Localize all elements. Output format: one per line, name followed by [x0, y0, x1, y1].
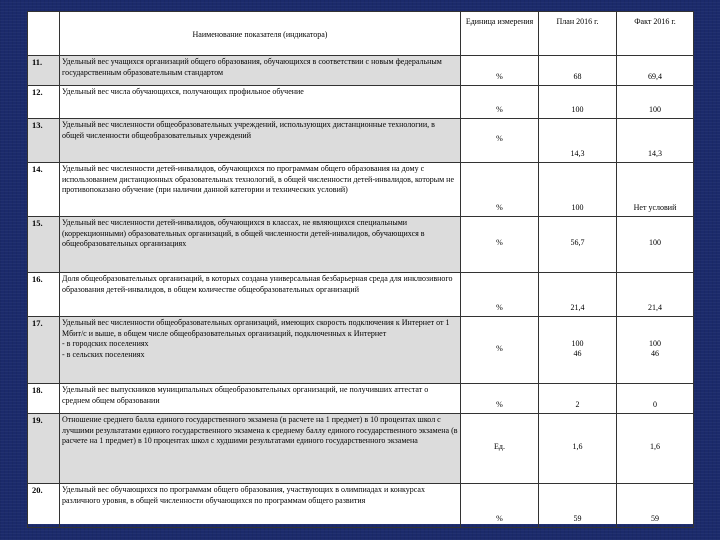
row-plan: 14,3: [539, 119, 617, 163]
row-number: 18.: [28, 384, 60, 414]
row-plan: 100: [539, 163, 617, 217]
table-row: [28, 384, 694, 414]
row-number: 12.: [28, 86, 60, 119]
row-unit: Ед.: [461, 414, 539, 484]
row-text: Доля общеобразовательных организаций, в которых создана универсальная безбарьерная среда для инклюзивного образования детей-инвалидов, в общем количестве общеобразовательных организаций: [60, 273, 461, 317]
row-number: 16.: [28, 273, 60, 317]
row-text: Удельный вес численности общеобразовательных учреждений, использующих дистанционные технологии, в общей численности общеобразовательных учреждений: [60, 119, 461, 163]
row-unit: %: [461, 163, 539, 217]
row-unit: %: [461, 384, 539, 414]
table-row: [28, 317, 694, 384]
table-row: [28, 273, 694, 317]
row-fact: 100: [617, 86, 694, 119]
row-number: 13.: [28, 119, 60, 163]
row-plan: 100 46: [539, 317, 617, 384]
row-text: Удельный вес численности общеобразовательных организаций, имеющих скорость подключения к Интернет от 1 Мбит/с и выше, в общем числе общеобразовательных организаций, подключенных к Интернет - в городских поселениях - в сельских поселениях: [60, 317, 461, 384]
header-plan: План 2016 г.: [539, 12, 617, 56]
row-number: 19.: [28, 414, 60, 484]
header-unit: Единица измерения: [461, 12, 539, 56]
row-unit: %: [461, 484, 539, 528]
row-plan: 100: [539, 86, 617, 119]
row-text: Удельный вес численности детей-инвалидов, обучающихся в классах, не являющихся специальными (коррекционными) образовательных организаций, в общей численности детей-инвалидов, обучающихся в общеобразовательных организациях: [60, 217, 461, 273]
row-fact: 14,3: [617, 119, 694, 163]
row-fact: 100 46: [617, 317, 694, 384]
table-row: [28, 163, 694, 217]
row-text: Удельный вес обучающихся по программам общего образования, участвующих в олимпиадах и конкурсах различного уровня, в общей численности обучающихся по программам общего развития: [60, 484, 461, 528]
row-fact: 1,6: [617, 414, 694, 484]
table-row: [28, 484, 694, 528]
row-fact: 69,4: [617, 56, 694, 86]
row-unit: %: [461, 317, 539, 384]
header-num: [28, 12, 60, 56]
table-row: [28, 119, 694, 163]
row-fact: 21,4: [617, 273, 694, 317]
row-number: 11.: [28, 56, 60, 86]
header-row: [28, 12, 694, 56]
header-name: Наименование показателя (индикатора): [60, 12, 461, 56]
row-text: Отношение среднего балла единого государственного экзамена (в расчете на 1 предмет) в 10 процентах школ с лучшими результатами единого государственного экзамена к среднему баллу единого государственного экзамена (в расчете на 1 предмет) в 10 процентах школ с худшими результатами единого государственного экзамена: [60, 414, 461, 484]
row-fact: 100: [617, 217, 694, 273]
row-text: Удельный вес численности детей-инвалидов, обучающихся по программам общего образования на дому с использованием дистанционных образовательных технологий, в общей численности детей-инвалидов, которым не противопоказано обучение (при наличии данной категории и технических условий): [60, 163, 461, 217]
row-number: 17.: [28, 317, 60, 384]
row-text: Удельный вес выпускников муниципальных общеобразовательных организаций, не получивших аттестат о среднем общем образовании: [60, 384, 461, 414]
row-number: 20.: [28, 484, 60, 528]
row-unit: %: [461, 86, 539, 119]
row-unit: %: [461, 273, 539, 317]
row-unit: %: [461, 217, 539, 273]
row-fact: 59: [617, 484, 694, 528]
table-frame: [27, 11, 693, 524]
table-row: [28, 86, 694, 119]
header-fact: Факт 2016 г.: [617, 12, 694, 56]
row-plan: 2: [539, 384, 617, 414]
row-plan: 68: [539, 56, 617, 86]
row-text: Удельный вес числа обучающихся, получающих профильное обучение: [60, 86, 461, 119]
row-plan: 1,6: [539, 414, 617, 484]
row-plan: 21,4: [539, 273, 617, 317]
row-unit: %: [461, 119, 539, 163]
table-row: [28, 217, 694, 273]
row-fact: 0: [617, 384, 694, 414]
row-number: 15.: [28, 217, 60, 273]
table-row: [28, 414, 694, 484]
row-fact: Нет условий: [617, 163, 694, 217]
row-plan: 59: [539, 484, 617, 528]
row-text: Удельный вес учащихся организаций общего образования, обучающихся в соответствии с новым федеральным государственным образовательным стандартом: [60, 56, 461, 86]
table-row: [28, 56, 694, 86]
row-plan: 56,7: [539, 217, 617, 273]
indicators-table: [27, 11, 694, 528]
row-unit: %: [461, 56, 539, 86]
row-number: 14.: [28, 163, 60, 217]
